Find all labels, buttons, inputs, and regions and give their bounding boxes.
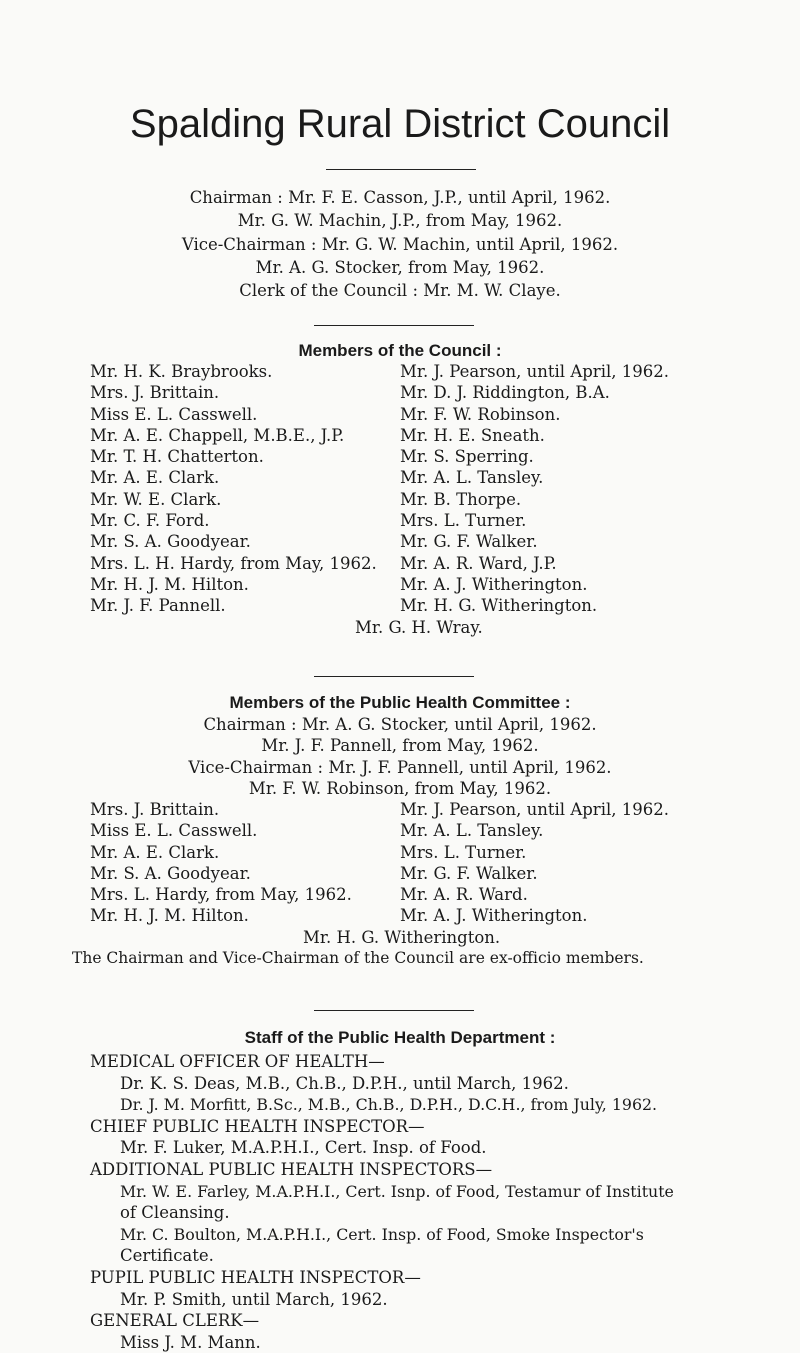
staff-role: MEDICAL OFFICER OF HEALTH— bbox=[90, 1052, 385, 1071]
member-name: Mr. F. W. Robinson. bbox=[400, 404, 561, 424]
staff-person-continued: of Cleansing. bbox=[120, 1203, 230, 1223]
member-name: Mr. A. L. Tansley. bbox=[400, 468, 544, 488]
member-name: Mr. H. G. Witherington. bbox=[400, 596, 598, 616]
member-name: Mr. B. Thorpe. bbox=[400, 489, 522, 509]
council-members-left bbox=[90, 361, 377, 617]
officer-line: Vice-Chairman : Mr. G. W. Machin, until April, 1962. bbox=[181, 234, 619, 254]
member-name: Mr. A. L. Tansley. bbox=[400, 821, 544, 841]
member-name: Mr. H. G. Witherington. bbox=[303, 928, 501, 947]
officer-line: Vice-Chairman : Mr. J. F. Pannell, until April, 1962. bbox=[188, 757, 612, 777]
council-officers bbox=[0, 186, 800, 302]
member-name: Mrs. L. Turner. bbox=[400, 511, 527, 531]
member-name: Mr. H. E. Sneath. bbox=[400, 425, 545, 445]
officer-line: Mr. F. W. Robinson, from May, 1962. bbox=[248, 778, 552, 798]
member-name: Mr. J. Pearson, until April, 1962. bbox=[400, 362, 669, 381]
ex-officio-note: The Chairman and Vice-Chairman of the Council are ex-officio members. bbox=[72, 949, 644, 967]
staff-role: CHIEF PUBLIC HEALTH INSPECTOR— bbox=[90, 1116, 425, 1136]
council-members-heading: Members of the Council : bbox=[298, 341, 502, 360]
staff-person-continued: Certificate. bbox=[120, 1246, 214, 1266]
member-name: Mrs. L. H. Hardy, from May, 1962. bbox=[90, 553, 377, 573]
officer-line: Chairman : Mr. A. G. Stocker, until April, 1962. bbox=[203, 715, 597, 734]
member-name: Mr. S. Sperring. bbox=[400, 447, 534, 467]
member-name: Mr. A. R. Ward, J.P. bbox=[400, 553, 557, 573]
member-name: Mr. S. A. Goodyear. bbox=[90, 863, 251, 883]
member-name: Mr. A. J. Witherington. bbox=[400, 906, 588, 926]
member-name: Mr. A. J. Witherington. bbox=[400, 574, 588, 594]
member-name: Mrs. J. Brittain. bbox=[90, 800, 220, 819]
member-name: Mr. J. Pearson, until April, 1962. bbox=[400, 800, 669, 819]
officer-line: Chairman : Mr. F. E. Casson, J.P., until April, 1962. bbox=[189, 188, 611, 207]
member-name: Mr. A. R. Ward. bbox=[400, 885, 528, 905]
member-name: Mr. S. A. Goodyear. bbox=[90, 532, 251, 552]
staff-person: Mr. P. Smith, until March, 1962. bbox=[120, 1289, 388, 1309]
member-name: Mr. A. E. Clark. bbox=[90, 842, 220, 862]
divider bbox=[326, 169, 476, 170]
health-committee-officers bbox=[0, 714, 800, 799]
member-name: Mr. G. H. Wray. bbox=[355, 618, 483, 637]
staff-person: Miss J. M. Mann. bbox=[120, 1332, 261, 1352]
member-name: Mr. J. F. Pannell. bbox=[90, 596, 226, 616]
staff-person: Dr. J. M. Morfitt, B.Sc., M.B., Ch.B., D.P.H., D.C.H., from July, 1962. bbox=[120, 1095, 658, 1115]
officer-line: Mr. G. W. Machin, J.P., from May, 1962. bbox=[237, 211, 563, 231]
member-name: Miss E. L. Casswell. bbox=[90, 821, 258, 841]
health-committee-left bbox=[90, 799, 352, 927]
member-name: Mr. H. J. M. Hilton. bbox=[90, 906, 249, 926]
officer-line: Clerk of the Council : Mr. M. W. Claye. bbox=[239, 281, 561, 301]
divider bbox=[314, 325, 474, 326]
member-name: Mrs. J. Brittain. bbox=[90, 383, 220, 403]
divider bbox=[314, 1010, 474, 1011]
council-members-right bbox=[400, 361, 669, 617]
member-name: Mr. W. E. Clark. bbox=[90, 489, 222, 509]
member-name: Mr. T. H. Chatterton. bbox=[90, 447, 264, 467]
staff-role: PUPIL PUBLIC HEALTH INSPECTOR— bbox=[90, 1267, 421, 1287]
officer-line: Mr. J. F. Pannell, from May, 1962. bbox=[261, 736, 539, 756]
member-name: Mr. G. F. Walker. bbox=[400, 863, 538, 883]
member-name: Mr. D. J. Riddington, B.A. bbox=[400, 383, 610, 403]
divider bbox=[314, 676, 474, 677]
member-name: Mr. H. K. Braybrooks. bbox=[90, 362, 273, 381]
member-name: Miss E. L. Casswell. bbox=[90, 404, 258, 424]
staff-person: Mr. C. Boulton, M.A.P.H.I., Cert. Insp. of Food, Smoke Inspector's bbox=[120, 1224, 644, 1244]
staff-heading: Staff of the Public Health Department : bbox=[244, 1028, 556, 1047]
staff-person: Mr. W. E. Farley, M.A.P.H.I., Cert. Isnp. of Food, Testamur of Institute bbox=[120, 1181, 674, 1201]
member-name: Mr. A. E. Clark. bbox=[90, 468, 220, 488]
health-committee-right bbox=[400, 799, 669, 927]
staff-list bbox=[90, 1051, 790, 1353]
page-title: Spalding Rural District Council bbox=[129, 102, 671, 146]
member-name: Mr. A. E. Chappell, M.B.E., J.P. bbox=[90, 425, 345, 445]
member-name: Mrs. L. Hardy, from May, 1962. bbox=[90, 885, 352, 905]
member-name: Mr. C. F. Ford. bbox=[90, 511, 210, 531]
officer-line: Mr. A. G. Stocker, from May, 1962. bbox=[255, 257, 545, 277]
health-committee-heading: Members of the Public Health Committee : bbox=[229, 693, 571, 712]
staff-person: Mr. F. Luker, M.A.P.H.I., Cert. Insp. of Food. bbox=[120, 1138, 487, 1158]
staff-person: Dr. K. S. Deas, M.B., Ch.B., D.P.H., until March, 1962. bbox=[120, 1073, 569, 1093]
member-name: Mr. H. J. M. Hilton. bbox=[90, 574, 249, 594]
member-name: Mrs. L. Turner. bbox=[400, 842, 527, 862]
member-name: Mr. G. F. Walker. bbox=[400, 532, 538, 552]
staff-role: GENERAL CLERK— bbox=[90, 1311, 260, 1331]
staff-role: ADDITIONAL PUBLIC HEALTH INSPECTORS— bbox=[90, 1159, 493, 1179]
